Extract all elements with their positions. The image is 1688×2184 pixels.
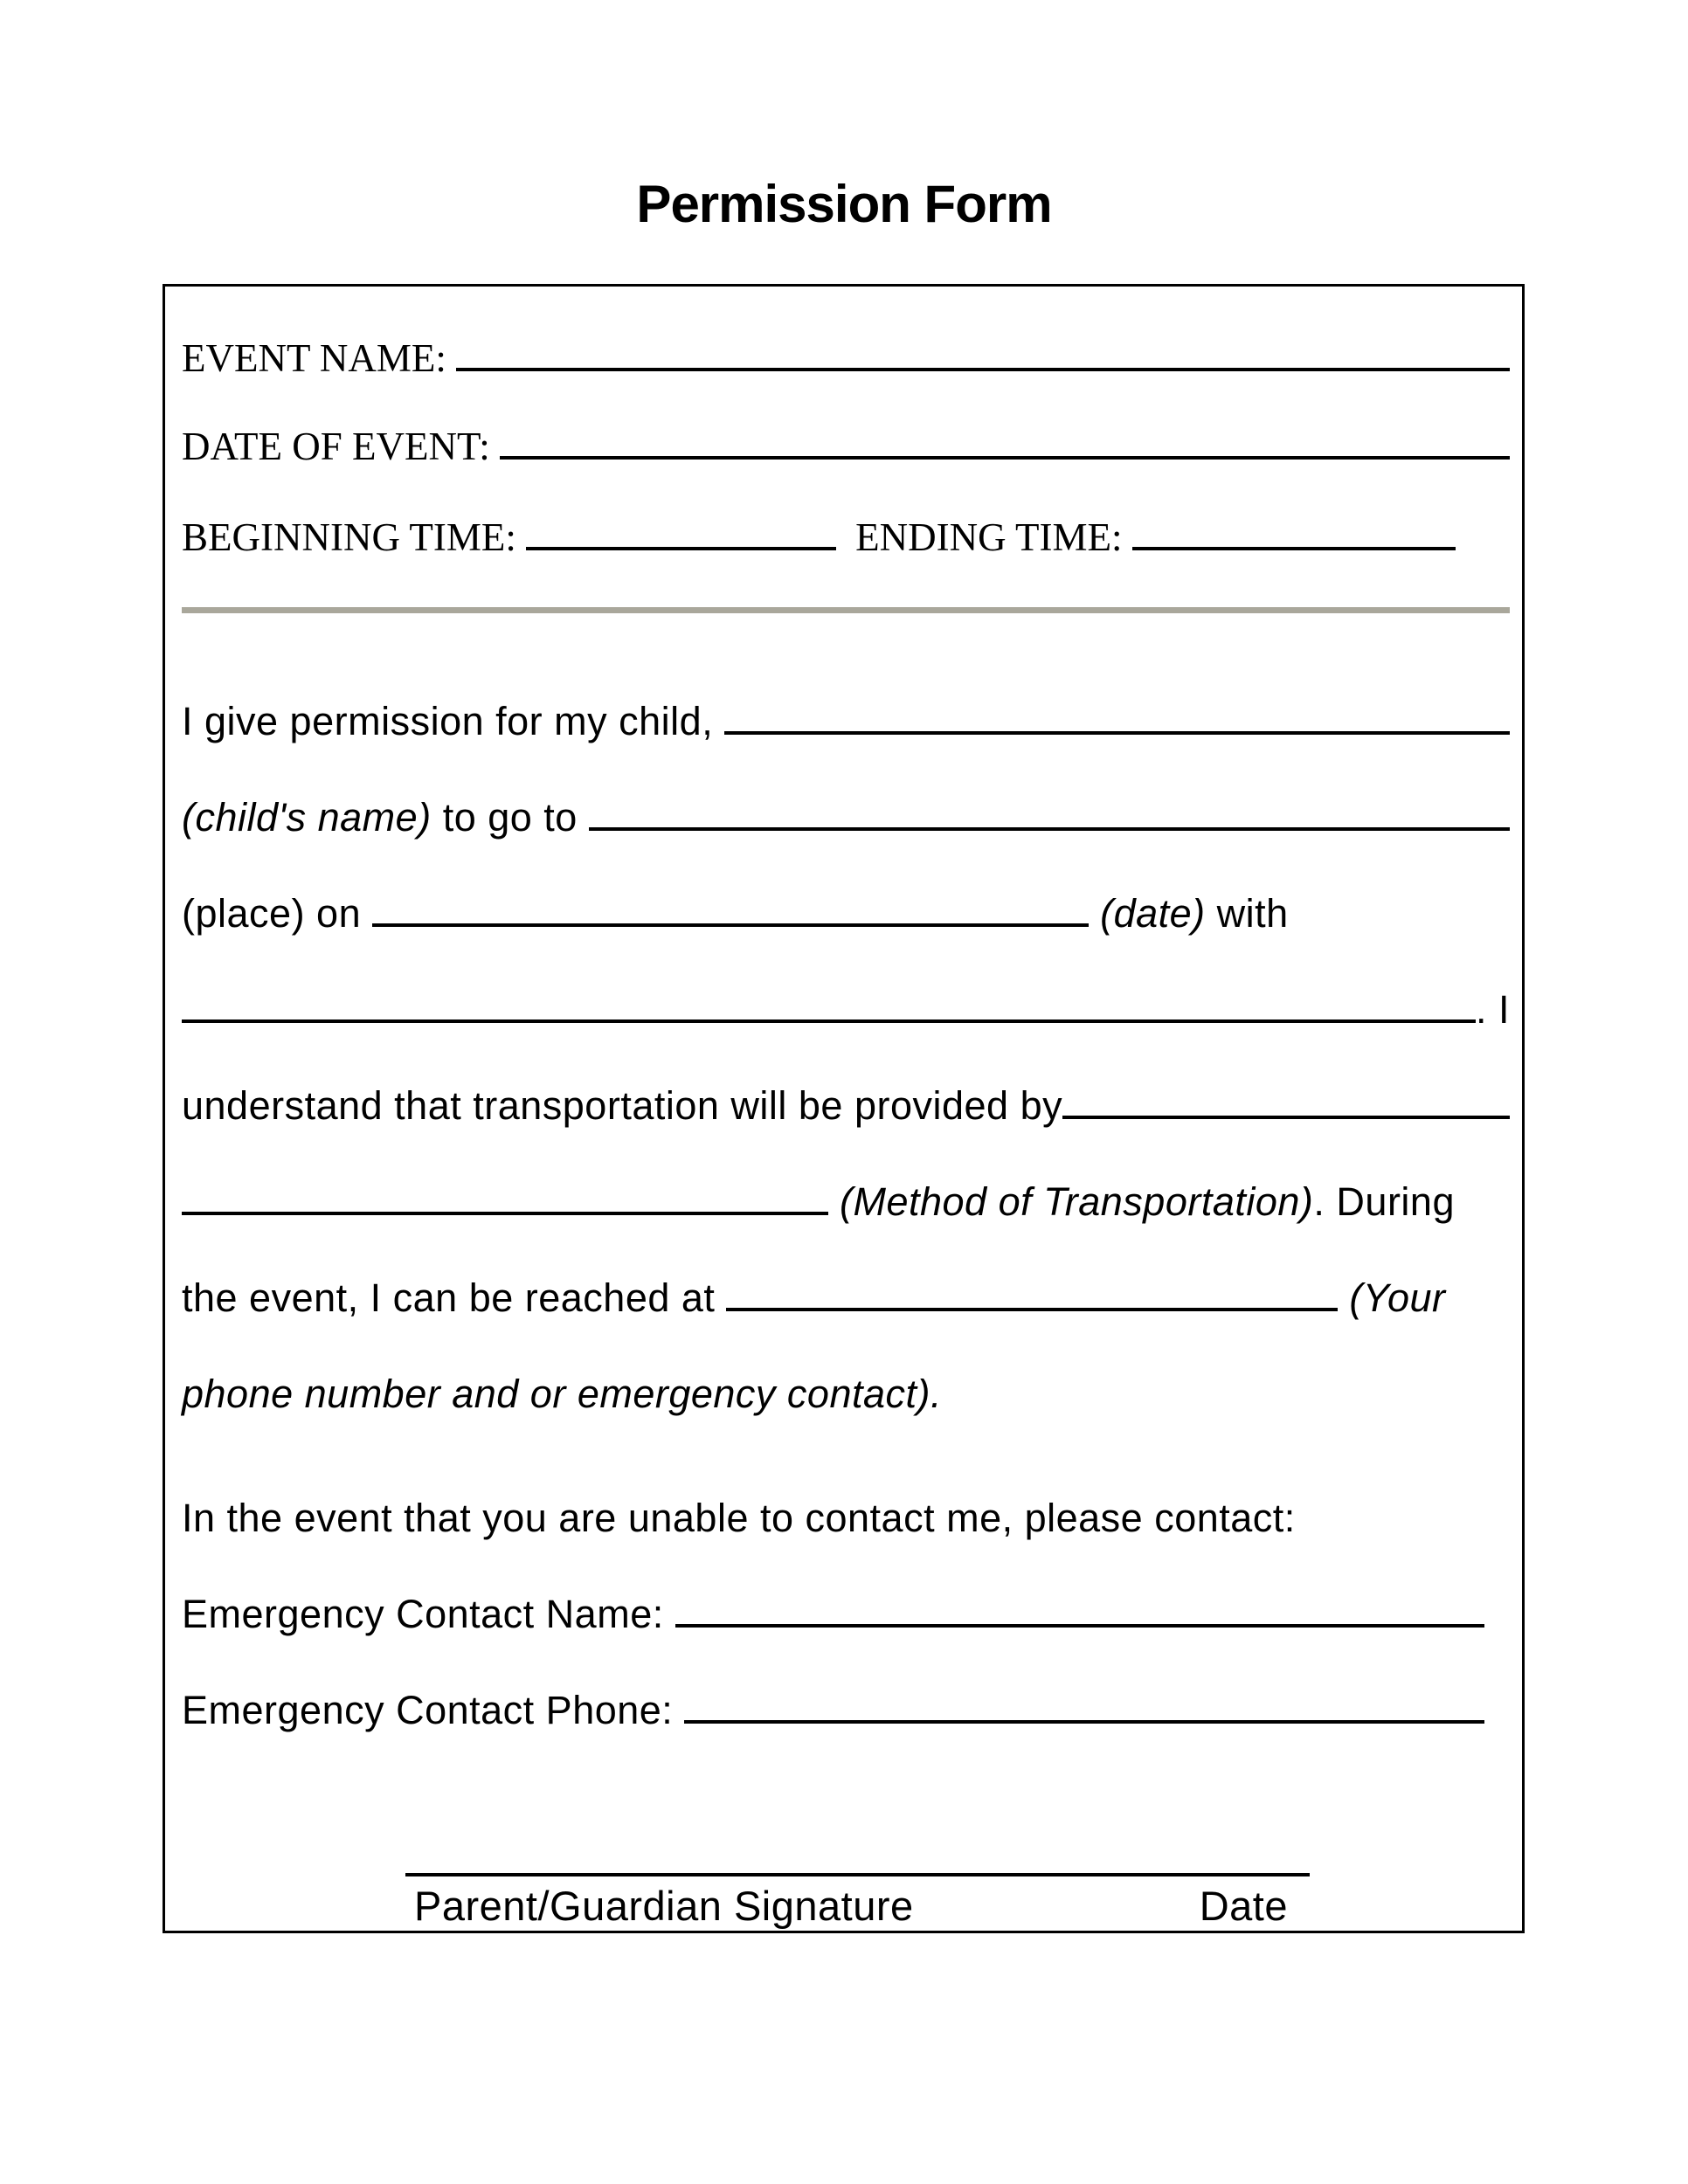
ending-time-label: ENDING TIME:	[855, 515, 1132, 559]
beginning-time-label: BEGINNING TIME:	[182, 515, 527, 559]
signature-block	[405, 1873, 1310, 1930]
paragraph-text: to go to	[431, 795, 589, 840]
page-title: Permission Form	[636, 175, 1052, 233]
event-name-blank	[456, 336, 1510, 371]
place-blank	[589, 796, 1510, 831]
form-box	[163, 284, 1525, 1933]
paragraph-text: with	[1205, 891, 1289, 936]
emergency-phone-label: Emergency Contact Phone:	[182, 1688, 685, 1732]
date-of-event-label: DATE OF EVENT:	[182, 425, 500, 468]
paragraph-line-7	[182, 1275, 1510, 1321]
event-name-row	[182, 336, 1510, 382]
paragraph-line-1	[182, 699, 1510, 744]
emergency-intro-text: In the event that you are unable to contact me, please contact:	[182, 1496, 1296, 1540]
paragraph-line-4	[182, 987, 1510, 1033]
paragraph-text: (place) on	[182, 891, 373, 936]
paragraph-line-3	[182, 891, 1510, 936]
paragraph-line-5	[182, 1083, 1510, 1129]
date-blank	[372, 892, 1089, 927]
phone-blank	[726, 1276, 1338, 1311]
child-name-hint: (child's name)	[182, 795, 432, 840]
emergency-phone-row	[182, 1688, 1484, 1733]
paragraph-line-6	[182, 1179, 1510, 1225]
event-name-label: EVENT NAME:	[182, 336, 457, 380]
phone-hint-start: (Your	[1338, 1275, 1446, 1320]
paragraph-text: . During	[1313, 1179, 1455, 1224]
paragraph-text: understand that transportation will be provided by	[182, 1083, 1063, 1128]
paragraph-text: . I	[1475, 987, 1510, 1032]
date-hint: (date)	[1089, 891, 1206, 936]
paragraph-text: I give permission for my child,	[182, 699, 725, 743]
paragraph-text: the event, I can be reached at	[182, 1275, 727, 1320]
times-row	[182, 515, 1510, 561]
emergency-name-row	[182, 1592, 1484, 1637]
transportation-hint: (Method of Transportation)	[828, 1179, 1314, 1224]
chaperone-blank	[182, 988, 1476, 1023]
paragraph-line-8	[182, 1372, 1510, 1417]
paragraph-line-2	[182, 795, 1510, 840]
transportation-blank-a	[1062, 1084, 1510, 1119]
date-of-event-blank	[500, 425, 1510, 460]
signature-labels	[405, 1876, 1310, 1930]
emergency-intro-row	[182, 1496, 1510, 1541]
signature-label: Parent/Guardian Signature	[414, 1883, 914, 1929]
date-label: Date	[1199, 1883, 1288, 1929]
emergency-name-label: Emergency Contact Name:	[182, 1592, 675, 1636]
date-of-event-row	[182, 425, 1510, 470]
beginning-time-blank	[526, 515, 836, 550]
transportation-blank-b	[182, 1180, 828, 1215]
ending-time-blank	[1132, 515, 1456, 550]
section-divider	[182, 607, 1510, 613]
emergency-phone-blank	[684, 1689, 1484, 1724]
phone-hint-end: phone number and or emergency contact).	[182, 1372, 942, 1416]
emergency-name-blank	[675, 1593, 1484, 1628]
child-name-blank	[724, 700, 1510, 735]
